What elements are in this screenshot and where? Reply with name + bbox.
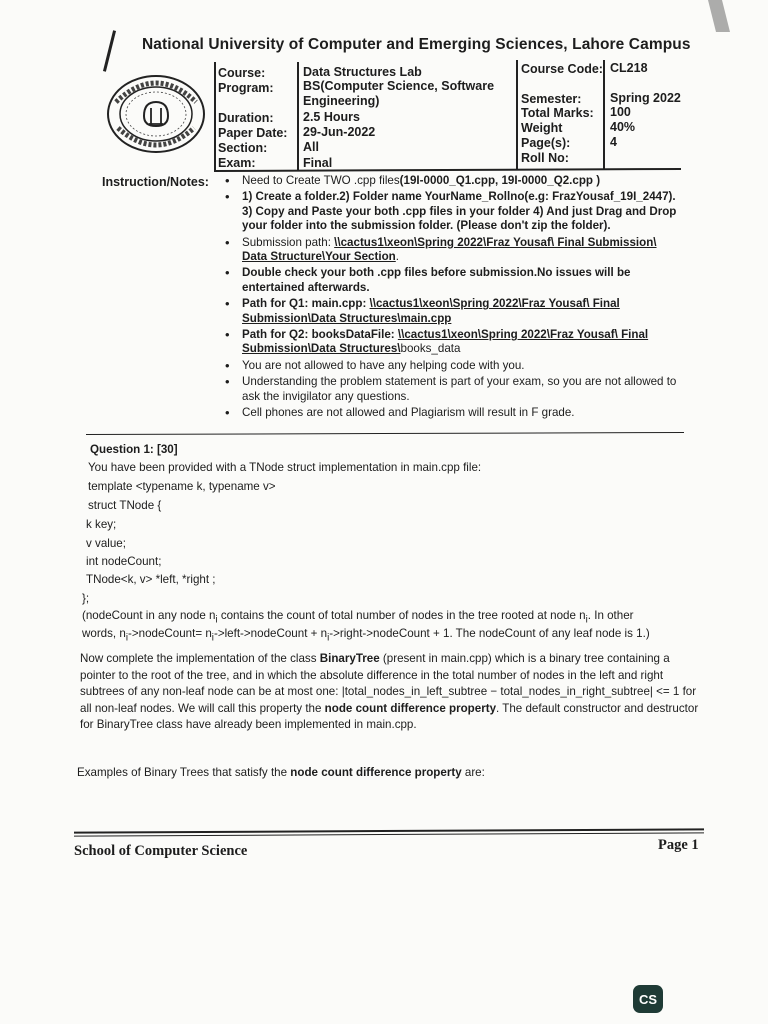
instruction-item: • You are not allowed to have any helping code with you.	[222, 359, 678, 373]
question-title: Question 1: [30]	[90, 443, 178, 456]
footer-school: School of Computer Science	[74, 843, 248, 859]
node-count-note-line2: words, $n_i->nodeCount=$ $n_i->left->nodeCount$ + $n_i->right->nodeCount + 1$. The nodeCount of any leaf node is 1.)	[82, 627, 650, 644]
footer-page-number: Page 1	[658, 837, 699, 853]
header-slash-mark	[103, 30, 116, 71]
code-line: TNode<k, v> *left, *right ;	[86, 573, 216, 586]
instruction-item: • Understanding the problem statement is part of your exam, so you are not allowed to ask the invigilator any questions.	[222, 375, 678, 404]
value-program-line2: Engineering)	[303, 94, 380, 108]
instruction-item: • Need to Create TWO .cpp files(19I-0000_Q1.cpp, 19I-0000_Q2.cpp )	[222, 174, 678, 188]
university-seal-logo	[104, 72, 208, 156]
question-intro: You have been provided with a TNode struct implementation in main.cpp file:	[88, 461, 482, 474]
instruction-item: • Cell phones are not allowed and Plagiarism will result in F grade.	[222, 406, 678, 420]
value-pages: 4	[610, 135, 617, 149]
label-semester: Semester:	[521, 92, 582, 106]
value-duration: 2.5 Hours	[303, 110, 360, 124]
instructions-list	[222, 174, 678, 423]
instruction-item: • Path for Q1: main.cpp: \\cactus1\xeon\Spring 2022\Fraz Yousaf\ Final Submission\Data Structures\main.cpp	[222, 297, 678, 326]
code-line: template <typename k, typename v>	[88, 480, 276, 493]
label-section: Section:	[218, 141, 268, 155]
label-exam: Exam:	[218, 156, 256, 170]
value-paper-date: 29-Jun-2022	[303, 125, 376, 139]
question-paragraph: Now complete the implementation of the class BinaryTree (present in main.cpp) which is a binary tree containing a pointer to the root of the tree, and in which the absolute difference in the total number of nodes in the left and right subtrees of any non-leaf node can be at most one: |total_nodes_in_left_subtree − total_nodes_in_right_subtree| <= 1 for all non-leaf nodes. We will call this property the node count difference property. The default constructor and destructor for BinaryTree class have already been implemented in main.cpp.	[80, 652, 699, 731]
header-divider-2	[297, 62, 299, 171]
value-exam: Final	[303, 156, 333, 170]
label-weight: Weight	[521, 121, 563, 135]
instruction-item: • 1) Create a folder.2) Folder name YourName_Rollno(e.g: FrazYousaf_19I_2447). 3) Copy and Paste your both .cpp files in your folder 4) And just Drag and Drop your folder into the submission folder. (Please don't zip the folder).	[222, 190, 678, 233]
label-course: Course:	[218, 66, 266, 80]
label-duration: Duration:	[218, 111, 274, 125]
instruction-item: • Double check your both .cpp files before submission.No issues will be entertained afterwards.	[222, 266, 678, 295]
code-line: struct TNode {	[88, 499, 162, 512]
label-program: Program:	[218, 81, 274, 95]
value-program-line1: BS(Computer Science, Software	[303, 79, 495, 93]
value-weight: 40%	[610, 120, 636, 134]
header-divider-4	[603, 60, 605, 169]
header-bottom-line	[214, 168, 681, 172]
instruction-item: • Submission path: \\cactus1\xeon\Spring 2022\Fraz Yousaf\ Final Submission\ Data Structure\Your Section.	[222, 236, 678, 265]
label-roll-no: Roll No:	[521, 151, 569, 165]
value-section: All	[303, 140, 319, 154]
section-divider	[86, 432, 684, 435]
label-total-marks: Total Marks:	[521, 106, 594, 120]
camscanner-badge: CS	[633, 985, 663, 1013]
university-title: National University of Computer and Emerging Sciences, Lahore Campus	[142, 36, 691, 53]
examples-line: Examples of Binary Trees that satisfy the node count difference property are:	[77, 766, 485, 779]
instructions-label: Instruction/Notes:	[102, 175, 209, 189]
label-paper-date: Paper Date:	[218, 126, 288, 140]
instruction-item: • Path for Q2: booksDataFile: \\cactus1\xeon\Spring 2022\Fraz Yousaf\ Final Submission\Data Structures\books_data	[222, 328, 678, 357]
value-course-code: CL218	[610, 61, 648, 75]
code-line: int nodeCount;	[86, 555, 162, 568]
node-count-note-line1: (nodeCount in any node $n_i$ contains the count of total number of nodes in the tree rooted at node $n_i$. In other	[82, 609, 634, 626]
value-semester: Spring 2022	[610, 91, 681, 105]
value-course: Data Structures Lab	[303, 65, 422, 79]
label-course-code: Course Code:	[521, 62, 603, 76]
scan-edge-shadow	[708, 0, 730, 32]
value-total-marks: 100	[610, 105, 631, 119]
header-divider-1	[214, 62, 216, 171]
code-line: v value;	[86, 537, 126, 550]
label-pages: Page(s):	[521, 136, 571, 150]
code-line: k key;	[86, 518, 117, 531]
code-line: };	[82, 592, 90, 605]
header-divider-3	[516, 60, 518, 169]
